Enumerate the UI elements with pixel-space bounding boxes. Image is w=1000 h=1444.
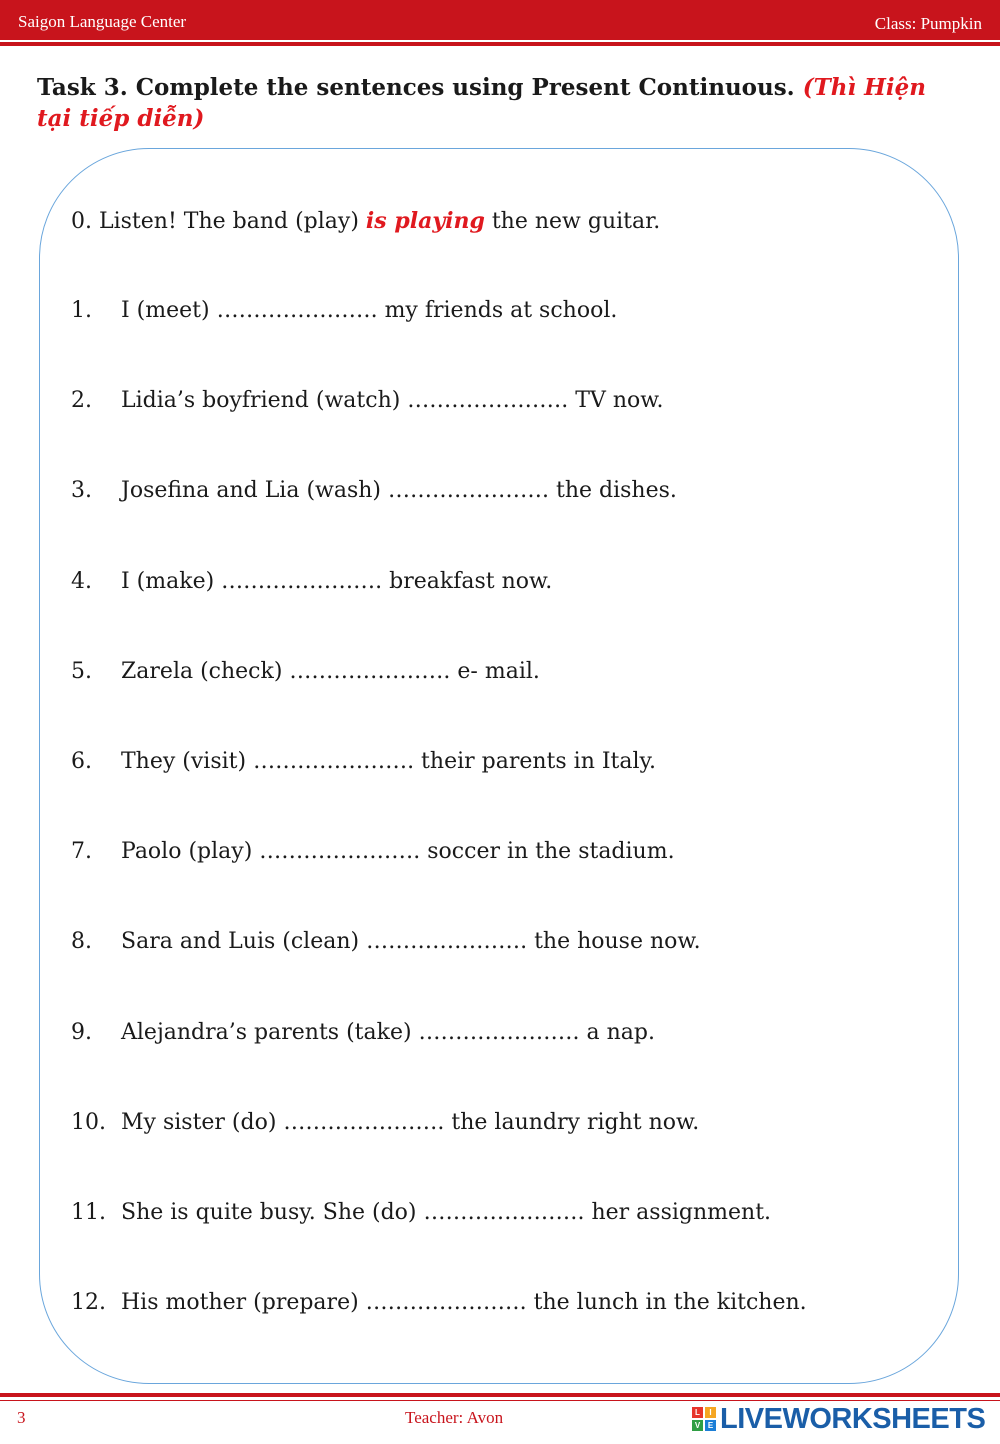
sentence-text: Zarela (check) …………………. e- mail. <box>121 658 540 684</box>
logo-letter: I <box>705 1407 716 1418</box>
sentence-number: 5. <box>71 658 92 684</box>
logo-letter: E <box>705 1420 716 1431</box>
logo-grid-icon <box>692 1407 716 1431</box>
sentence-number: 12. <box>71 1290 106 1316</box>
school-name: Saigon Language Center <box>18 12 187 31</box>
sentence-number: 3. <box>71 478 92 504</box>
sentence-text: She is quite busy. She (do) …………………. her assignment. <box>121 1200 772 1225</box>
example-sentence <box>71 208 660 235</box>
sentence-text: My sister (do) …………………. the laundry right now. <box>121 1109 700 1135</box>
sentence-number: 1. <box>71 298 92 323</box>
sentence-item <box>71 839 675 865</box>
task-title-vietnamese: (Thì Hiện tại tiếp diễn) <box>37 74 926 132</box>
example-answer: is playing <box>365 208 485 234</box>
sentence-text: Alejandra’s parents (take) …………………. a nap. <box>121 1019 655 1045</box>
sentence-number: 7. <box>71 839 92 865</box>
sentence-item <box>71 749 656 775</box>
liveworksheets-logo <box>692 1404 985 1434</box>
logo-text: LIVEWORKSHEETS <box>720 1402 986 1435</box>
sentence-item <box>71 659 540 685</box>
sentence-item <box>71 388 663 414</box>
task-heading <box>37 72 937 134</box>
sentence-text: I (make) …………………. breakfast now. <box>121 568 553 594</box>
sentence-number: 6. <box>71 749 92 774</box>
footer-rule <box>0 1393 1000 1397</box>
example-after: the new guitar. <box>491 209 661 234</box>
page-number: 3 <box>17 1408 26 1427</box>
sentence-text: I (meet) …………………. my friends at school. <box>121 298 618 323</box>
sentence-text: They (visit) …………………. their parents in Italy. <box>121 749 657 774</box>
sentence-item <box>71 1200 771 1226</box>
teacher-name: Teacher: Avon <box>405 1408 504 1427</box>
sentence-text: Sara and Luis (clean) …………………. the house now. <box>121 929 701 955</box>
sentence-text: Lidia’s boyfriend (watch) …………………. TV now. <box>121 388 664 414</box>
sentence-text: His mother (prepare) …………………. the lunch in the kitchen. <box>121 1290 807 1316</box>
header-rule <box>0 42 1000 46</box>
class-name: Class: Pumpkin <box>874 14 982 33</box>
sentence-item <box>71 1110 699 1136</box>
sentence-item <box>71 1290 807 1316</box>
footer-rule-thin <box>0 1400 1000 1401</box>
task-title: Task 3. Complete the sentences using Present Continuous. <box>37 74 795 101</box>
sentence-number: 11. <box>71 1200 106 1225</box>
sentence-number: 4. <box>71 568 92 594</box>
sentence-item <box>71 1020 655 1046</box>
sentence-text: Paolo (play) …………………. soccer in the stadium. <box>121 839 675 865</box>
sentence-number: 9. <box>71 1019 92 1045</box>
sentence-item <box>71 569 552 595</box>
logo-letter: L <box>692 1407 703 1418</box>
sentence-number: 10. <box>71 1109 106 1135</box>
sentence-item <box>71 298 617 324</box>
sentence-item <box>71 478 677 504</box>
sentence-number: 8. <box>71 929 92 955</box>
example-before: 0. Listen! The band (play) <box>71 209 359 234</box>
sentence-number: 2. <box>71 388 92 414</box>
sentence-text: Josefina and Lia (wash) …………………. the dishes. <box>121 478 677 504</box>
sentence-item <box>71 929 701 955</box>
logo-letter: V <box>692 1420 703 1431</box>
